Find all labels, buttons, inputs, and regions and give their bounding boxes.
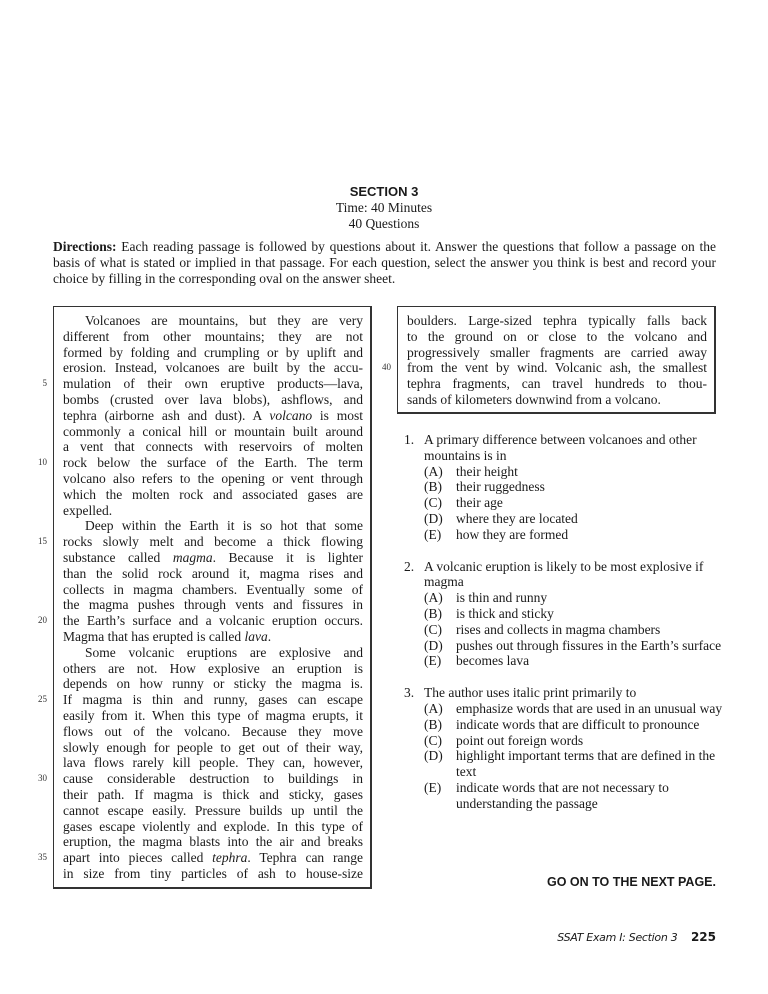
answer-choice: [404, 590, 724, 606]
answer-choice: [404, 638, 724, 654]
question-number: 1.: [404, 432, 415, 447]
time-limit: Time: 40 Minutes: [335, 200, 433, 215]
passage-line: rocks slowly melt and become a thick flowing: [63, 534, 363, 550]
passage-line: in size from tiny particles of ash to house-size: [63, 865, 363, 881]
line-number: 5: [42, 378, 47, 389]
question-number: 3.: [404, 685, 415, 701]
passage-line: volcano also refers to the opening or vent through: [63, 470, 363, 486]
choice-letter: (D): [424, 748, 443, 764]
passage-line: expelled.: [63, 502, 113, 518]
passage-line: tephra (airborne ash and dust). A volcano is most: [63, 407, 364, 423]
footer-title: SSAT Exam I: Section 3: [557, 931, 678, 944]
passage-line: formed by folding and crumpling or by uplift and: [63, 344, 363, 360]
question-stem: [404, 559, 724, 591]
choice-letter: (B): [424, 716, 442, 732]
answer-choice: [404, 733, 724, 749]
line-number: 10: [38, 457, 47, 468]
passage-line: tephra fragments, can travel hundreds to thou-: [407, 376, 707, 392]
passage-line: Volcanoes are mountains, but they are very: [85, 313, 363, 328]
answer-choice: [404, 464, 724, 480]
choice-text: emphasize words that are used in an unusual way: [456, 700, 723, 716]
passage-line: rock below the surface of the Earth. The term: [63, 455, 363, 471]
passage-line: bombs (crusted over lava blobs), ashflows, and: [63, 391, 363, 407]
question-1: [404, 432, 724, 543]
answer-choice: [404, 748, 724, 780]
directions-text: Each reading passage is followed by questions about it. Answer the questions that follow a passage on the basis of what is stated or implied in that passage. For each question, select the answer you think is best and record your choice by filling in the corresponding oval on the answer sheet.: [53, 239, 716, 286]
directions: [53, 239, 716, 287]
passage-line: flows out of the volcano. Because they move: [63, 723, 363, 739]
choice-letter: (E): [424, 526, 442, 542]
choice-letter: (C): [424, 732, 442, 748]
passage-line: lava flows rarely kill people. They can, however,: [63, 755, 363, 771]
answer-choice: [404, 527, 724, 543]
choice-text: how they are formed: [456, 526, 569, 542]
line-number: 35: [38, 852, 47, 863]
question-text: The author uses italic print primarily to: [424, 685, 637, 701]
passage-text-right: [407, 313, 707, 408]
choice-letter: (D): [424, 510, 443, 526]
passage-line: Deep within the Earth it is so hot that some: [85, 518, 363, 534]
passage-line: mulation of their own eruptive products—lava,: [63, 376, 363, 392]
choice-text: their age: [456, 495, 503, 511]
line-number: 25: [38, 694, 47, 705]
passage-line: erosion. Instead, volcanoes are built by the accu-: [63, 360, 363, 376]
choice-text: highlight important terms that are defined in the text: [456, 748, 716, 780]
passage-line: commonly a conical hill or mountain built around: [63, 423, 363, 439]
passage-text-left: [63, 313, 363, 882]
line-number: 30: [38, 773, 47, 784]
line-number: 40: [382, 362, 391, 373]
passage-line: substance called magma. Because it is lighter: [63, 549, 363, 565]
passage-line: cause considerable destruction to buildings in: [63, 771, 363, 787]
passage-line: sands of kilometers downwind from a volcano.: [407, 391, 661, 407]
passage-line: which the molten rock and associated gases are: [63, 486, 363, 502]
passage-box-right: [397, 306, 716, 414]
answer-choice: [404, 717, 724, 733]
passage-line: from the vent by wind. Volcanic ash, the smallest: [407, 360, 707, 376]
choice-letter: (A): [424, 700, 443, 716]
passage-line: eruption, the magma blasts into the air and breaks: [63, 834, 363, 850]
choice-text: their ruggedness: [456, 479, 545, 495]
choice-letter: (A): [424, 590, 443, 606]
italic-term: tephra: [212, 850, 248, 866]
passage-line: depends on how runny or sticky the magma is.: [63, 676, 363, 692]
answer-choice: [404, 479, 724, 495]
passage-line: apart into pieces called tephra. Tephra can range: [63, 850, 363, 866]
choice-text: indicate words that are difficult to pronounce: [456, 716, 700, 732]
passage-box-left: [53, 306, 372, 889]
choice-text: where they are located: [456, 510, 578, 526]
choice-text: their height: [456, 463, 518, 479]
passage-line: progressively smaller fragments are carried away: [407, 344, 707, 360]
directions-label: Directions:: [53, 239, 117, 254]
passage-line: others are not. How explosive an eruption is: [63, 660, 363, 676]
line-number: 20: [38, 615, 47, 626]
question-text: A primary difference between volcanoes and other mountains is in: [424, 432, 697, 463]
choice-text: rises and collects in magma chambers: [456, 621, 661, 637]
choice-text: pushes out through fissures in the Earth’s surface: [456, 637, 722, 653]
question-stem: [404, 432, 724, 464]
choice-letter: (B): [424, 605, 442, 621]
answer-choice: [404, 511, 724, 527]
passage-line: cannot escape easily. Pressure builds up until the: [63, 802, 363, 818]
question-3: [404, 685, 724, 811]
passage-line: their path. If magma is thick and sticky, gases: [63, 786, 363, 802]
question-stem: [404, 685, 724, 701]
italic-term: magma: [172, 549, 213, 565]
question-number: 2.: [404, 558, 415, 574]
choice-text: is thick and sticky: [456, 605, 554, 621]
choice-letter: (C): [424, 621, 442, 637]
passage-line: gases escape violently and explode. In this type of: [63, 818, 363, 834]
page-number: 225: [690, 930, 716, 944]
choice-text: becomes lava: [456, 653, 530, 669]
passage-line: slowly enough for people to get out of their way,: [63, 739, 363, 755]
passage-line: than the solid rock around it, magma rises and: [63, 565, 363, 581]
line-number: 15: [38, 536, 47, 547]
passage-line: easily from it. When this type of magma erupts, it: [63, 707, 363, 723]
choice-text: indicate words that are not necessary to understanding the passage: [456, 779, 669, 811]
choice-letter: (B): [424, 479, 442, 495]
italic-term: volcano: [269, 407, 313, 423]
passage-line: Some volcanic eruptions are explosive and: [85, 644, 363, 660]
passage-line: collects in magma chambers. Eventually some of: [63, 581, 363, 597]
passage-line: to the ground on or close to the volcano and: [407, 328, 707, 344]
passage-line: a vent that connects with reservoirs of molten: [63, 439, 363, 455]
choice-letter: (D): [424, 637, 443, 653]
choice-letter: (C): [424, 495, 442, 511]
passage-line: boulders. Large-sized tephra typically falls back: [407, 313, 707, 328]
next-page-instruction: GO ON TO THE NEXT PAGE.: [546, 875, 716, 889]
answer-choice: [404, 780, 724, 812]
choice-text: point out foreign words: [456, 732, 584, 748]
question-2: [404, 559, 724, 670]
choice-letter: (E): [424, 653, 442, 669]
section-title: SECTION 3: [349, 184, 419, 199]
passage-line: the magma pushes through vents and fissures in: [63, 597, 363, 613]
answer-choice: [404, 701, 724, 717]
question-list: [404, 432, 724, 828]
page-footer: [480, 930, 716, 944]
passage-line: Magma that has erupted is called lava.: [63, 628, 272, 644]
answer-choice: [404, 495, 724, 511]
choice-text: is thin and runny: [456, 590, 548, 606]
section-header: [0, 184, 768, 232]
answer-choice: [404, 606, 724, 622]
choice-letter: (E): [424, 779, 442, 795]
question-text: A volcanic eruption is likely to be most explosive if magma: [424, 558, 704, 590]
italic-term: lava: [244, 628, 268, 644]
answer-choice: [404, 653, 724, 669]
passage-line: different from other mountains; they are not: [63, 328, 363, 344]
question-count: 40 Questions: [348, 216, 420, 231]
answer-choice: [404, 622, 724, 638]
passage-line: If magma is thin and runny, gases can escape: [63, 692, 363, 708]
choice-letter: (A): [424, 463, 443, 479]
passage-line: the Earth’s surface and a volcanic eruption occurs.: [63, 613, 363, 629]
